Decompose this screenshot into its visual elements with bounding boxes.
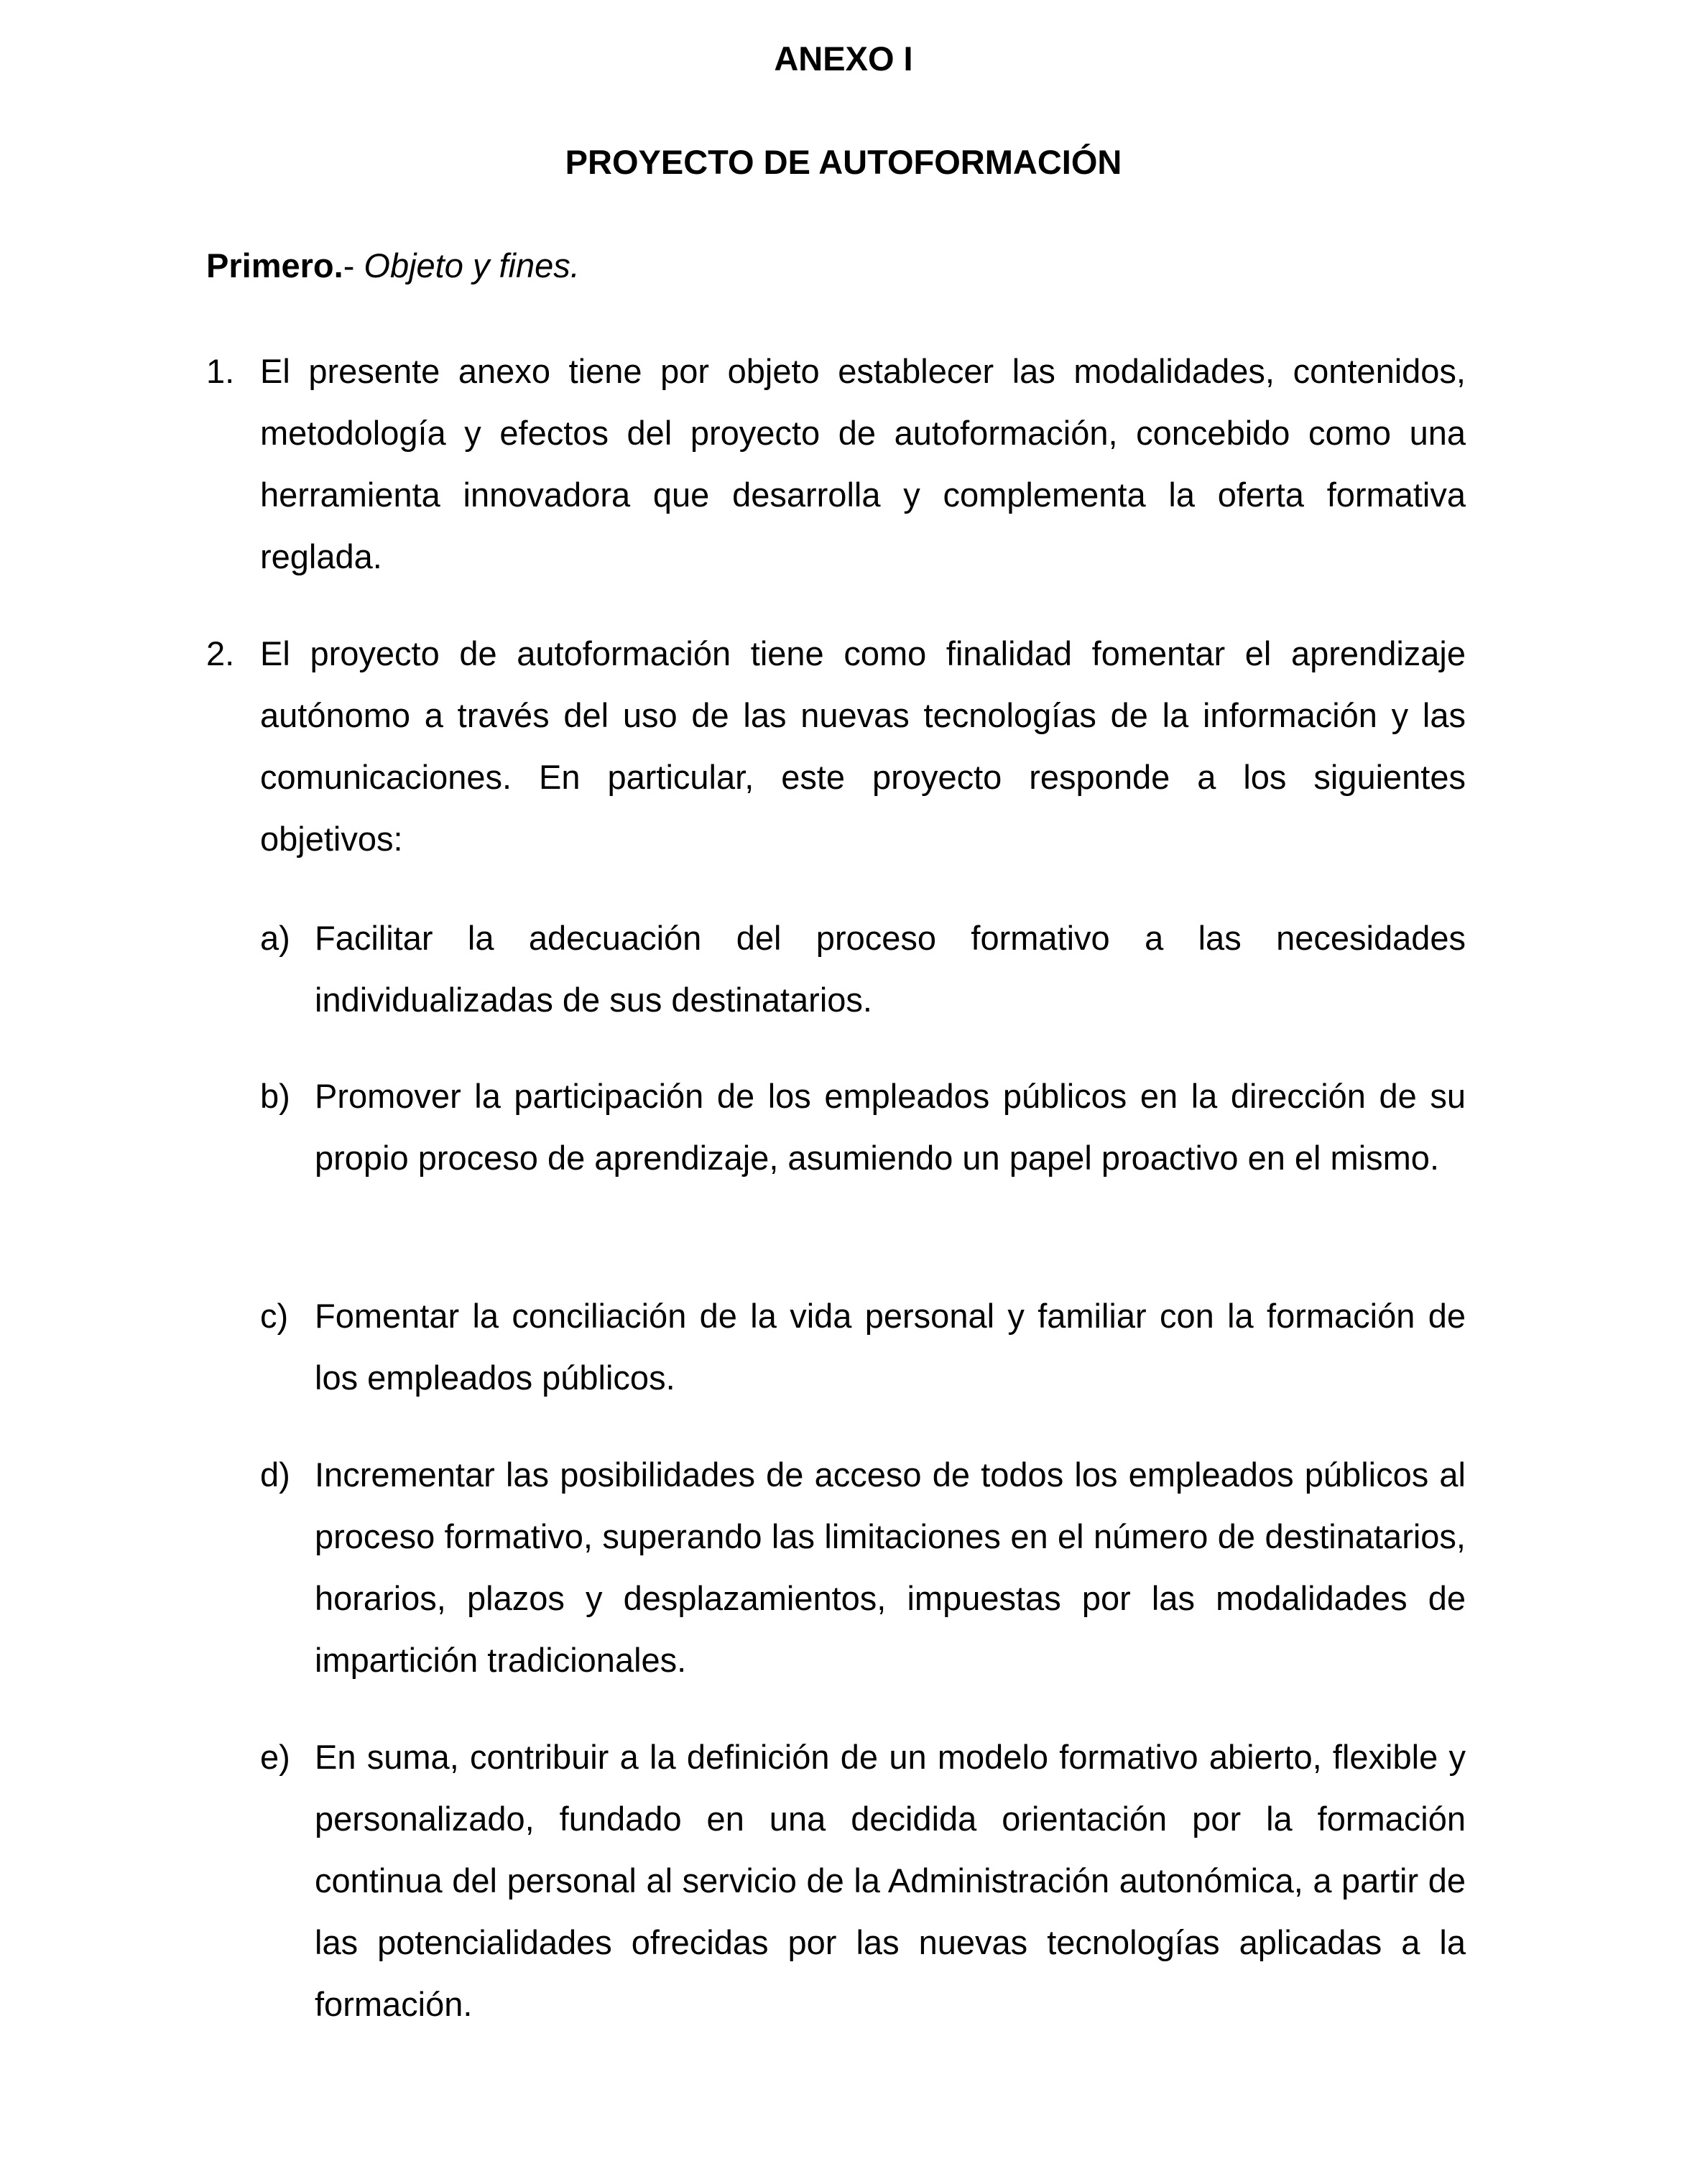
objective-item-d [260, 1444, 1466, 1691]
objective-marker: a) [260, 919, 290, 957]
objective-marker: c) [260, 1297, 289, 1335]
objective-marker: e) [260, 1738, 290, 1776]
item-text: El proyecto de autoformación tiene como finalidad fomentar el aprendizaje autónomo a través del uso de las nuevas tecnologías de la información y las comunicaciones. En particular, este proyecto responde a los siguientes objetivos: [260, 634, 1466, 858]
annex-title: ANEXO I [774, 40, 913, 78]
objective-text: Fomentar la conciliación de la vida personal y familiar con la formación de los empleados públicos. [315, 1297, 1466, 1397]
objective-text: Incrementar las posibilidades de acceso de todos los empleados públicos al proceso formativo, superando las limitaciones en el número de destinatarios, horarios, plazos y desplazamientos, impuestas por las modalidades de impartición tradicionales. [315, 1456, 1466, 1679]
objective-marker: d) [260, 1456, 290, 1494]
objective-text: En suma, contribuir a la definición de un modelo formativo abierto, flexible y personalizado, fundado en una decidida orientación por la formación continua del personal al servicio de la Administración autonómica, a partir de las potencialidades ofrecidas por las nuevas tecnologías aplicadas a la formación. [315, 1738, 1466, 2023]
objective-item-a [260, 907, 1466, 1031]
objective-item-c [260, 1285, 1466, 1409]
objective-item-e [260, 1726, 1466, 2035]
section-heading [206, 246, 580, 286]
item-text: El presente anexo tiene por objeto establecer las modalidades, contenidos, metodología y efectos del proyecto de autoformación, concebido como una herramienta innovadora que desarrolla y complementa la oferta formativa reglada. [260, 352, 1466, 575]
item-marker: 2. [206, 634, 235, 672]
numbered-item-1 [206, 341, 1466, 588]
numbered-item-2 [206, 623, 1466, 870]
section-separator: - [343, 246, 364, 284]
objective-text: Facilitar la adecuación del proceso formativo a las necesidades individualizadas de sus destinatarios. [315, 919, 1466, 1019]
objective-marker: b) [260, 1077, 290, 1115]
objective-item-b [260, 1065, 1466, 1189]
objective-text: Promover la participación de los empleados públicos en la dirección de su propio proceso de aprendizaje, asumiendo un papel proactivo en el mismo. [315, 1077, 1466, 1177]
section-label: Primero. [206, 246, 343, 284]
section-title: Objeto y fines. [364, 246, 580, 284]
item-marker: 1. [206, 352, 235, 390]
project-title: PROYECTO DE AUTOFORMACIÓN [565, 143, 1122, 181]
